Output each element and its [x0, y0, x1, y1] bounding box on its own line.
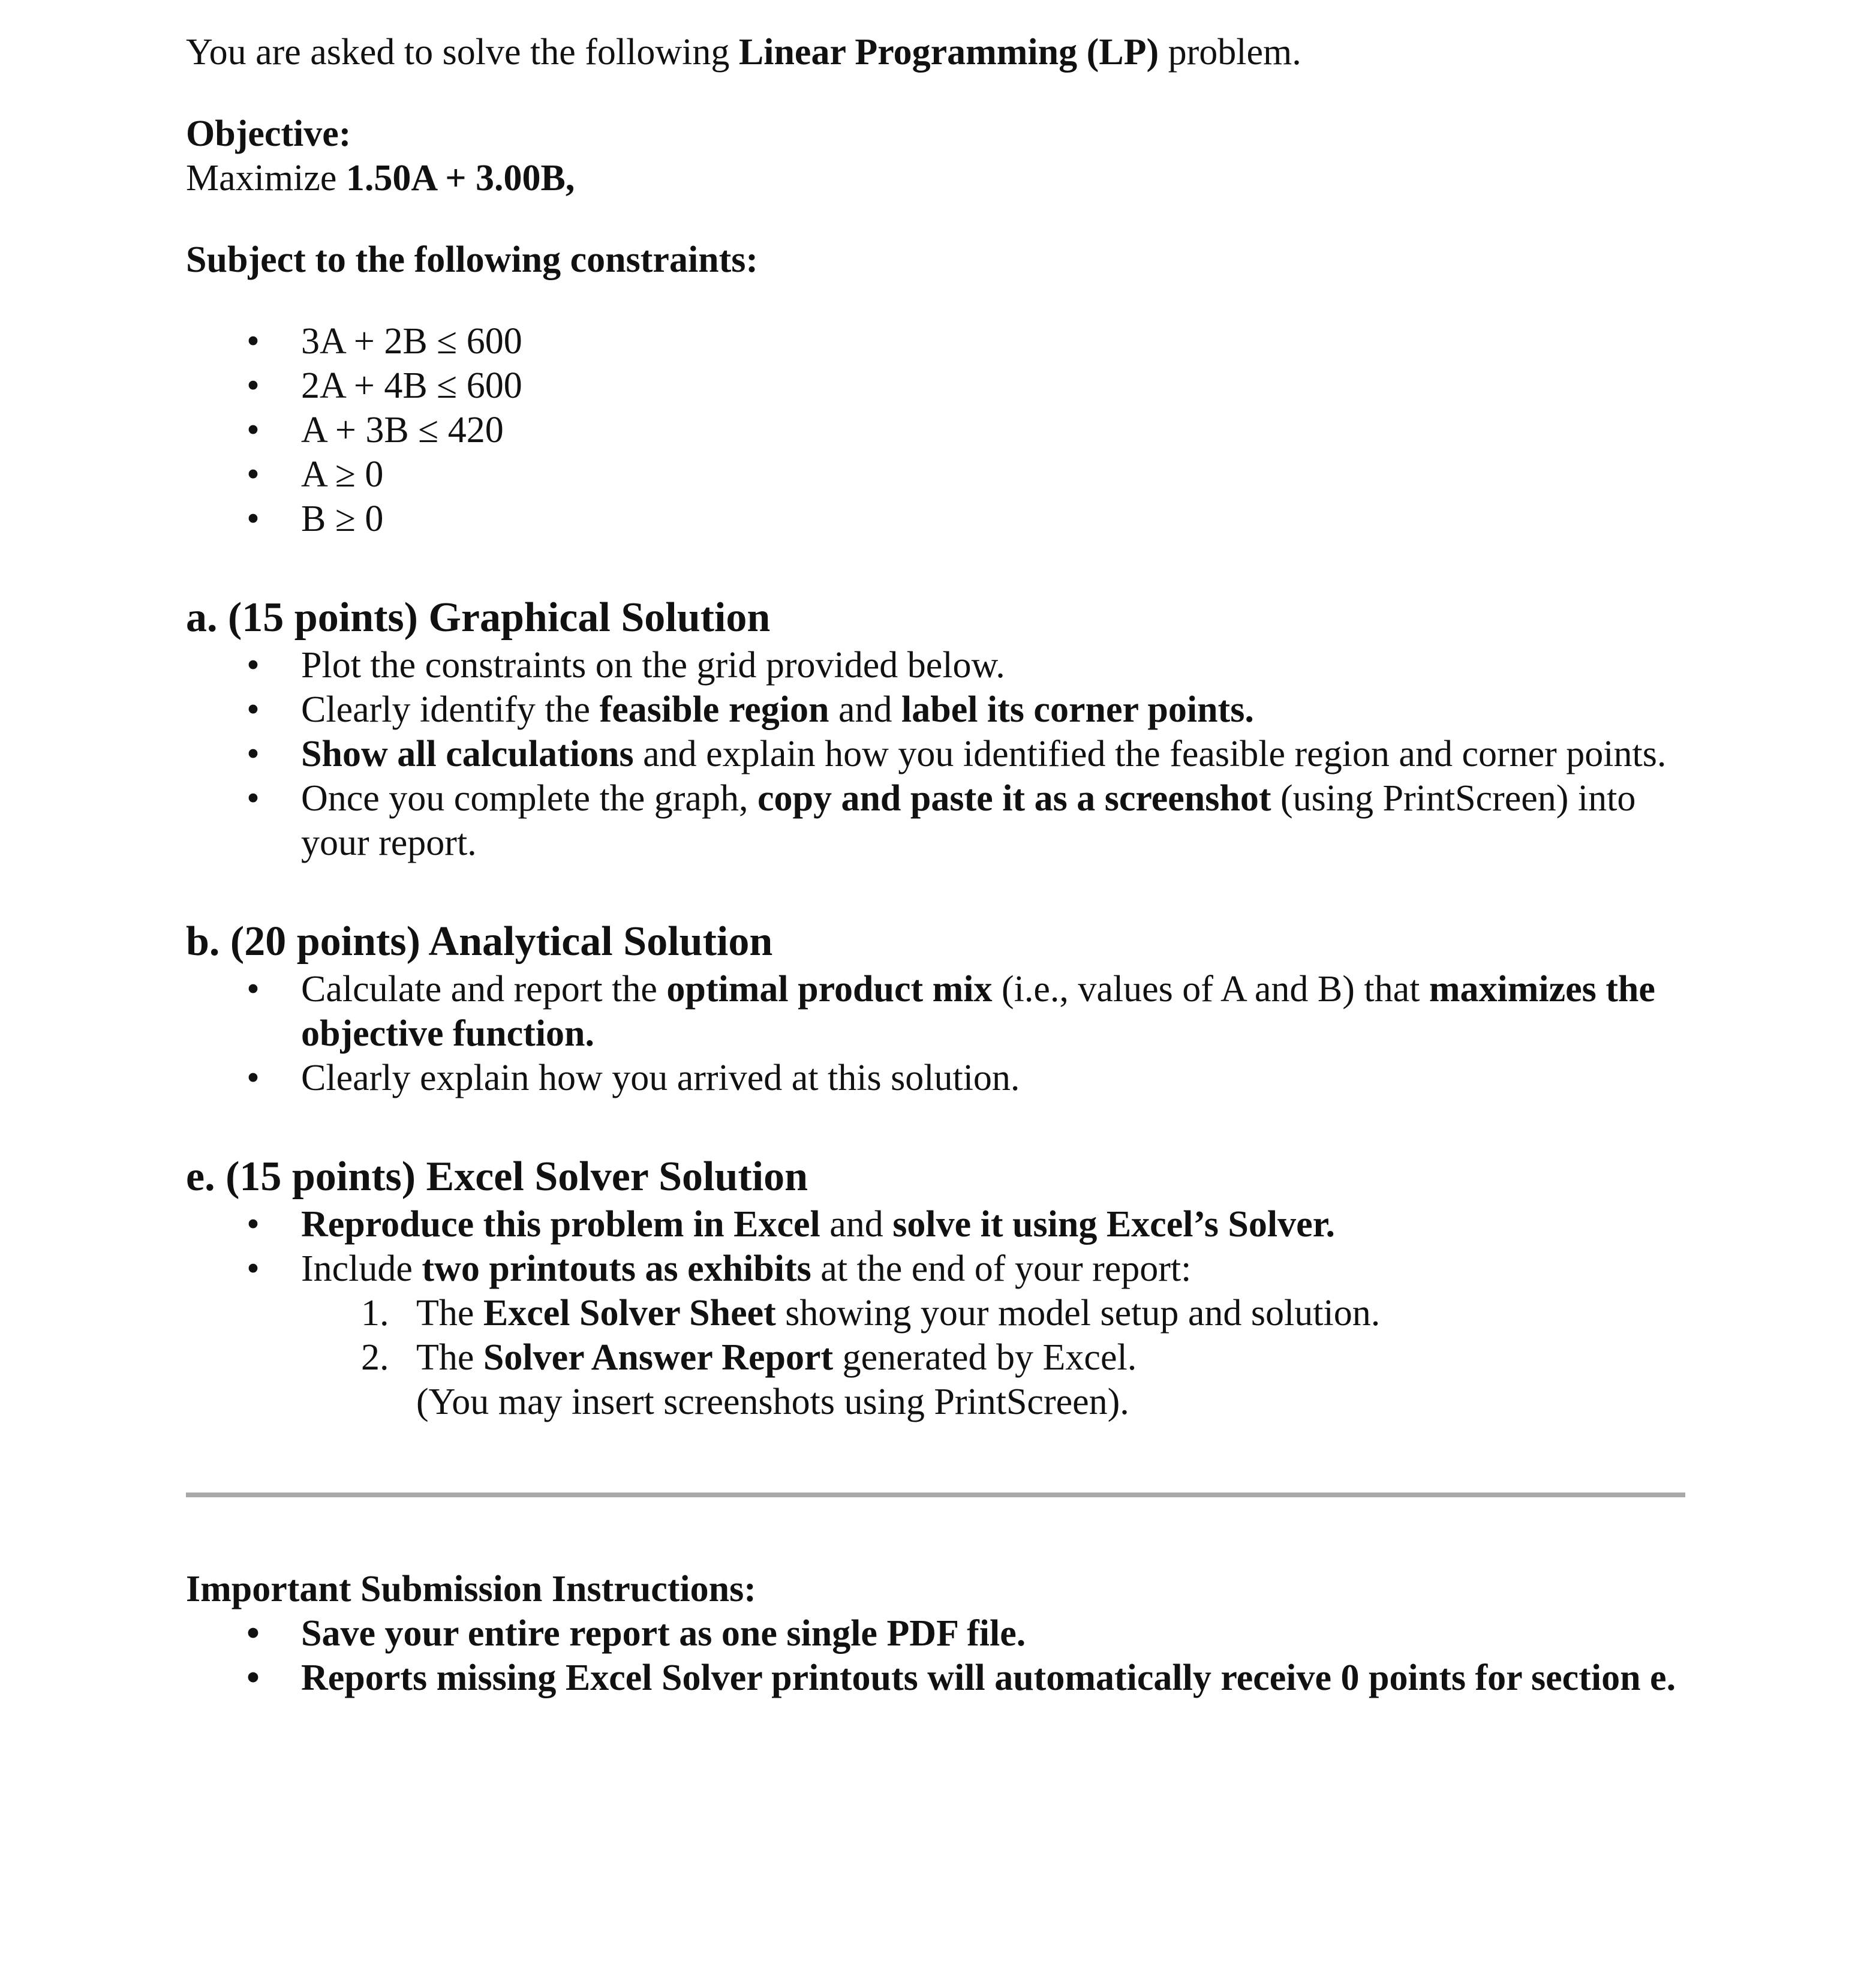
constraint-item: • A + 3B ≤ 420: [186, 408, 1685, 452]
bullet-icon: •: [246, 321, 260, 362]
constraints-heading: Subject to the following constraints:: [186, 239, 759, 280]
section-b-list: [186, 967, 1685, 1100]
constraint-item: • B ≥ 0: [186, 497, 1685, 541]
bullet-icon: •: [246, 1248, 260, 1289]
bullet-icon: •: [246, 1613, 260, 1654]
horizontal-divider: [186, 1492, 1685, 1497]
objective-heading: Objective:: [186, 113, 351, 154]
intro-paragraph: You are asked to solve the following Linear Programming (LP) problem.: [186, 32, 1301, 73]
exhibit-item-1: 1. The Excel Solver Sheet showing your model setup and solution.: [361, 1293, 1381, 1334]
constraint-item: • 2A + 4B ≤ 600: [186, 364, 1685, 408]
bullet-icon: •: [246, 1657, 260, 1698]
constraint-item: • A ≥ 0: [186, 452, 1685, 497]
important-item-2: • Reports missing Excel Solver printouts will automatically receive 0 points for section e.: [186, 1656, 1685, 1700]
objective-expression: 1.50A + 3.00B,: [345, 158, 575, 199]
bullet-icon: •: [246, 1204, 260, 1245]
bullet-icon: •: [246, 498, 260, 539]
bullet-icon: •: [246, 778, 260, 819]
bullet-icon: •: [246, 969, 260, 1010]
bullet-icon: •: [246, 410, 260, 451]
section-b-item-1: • Calculate and report the optimal product mix (i.e., values of A and B) that maximizes the objective function.: [186, 967, 1685, 1056]
bullet-icon: •: [246, 734, 260, 774]
section-e-heading: e. (15 points) Excel Solver Solution: [186, 1154, 808, 1200]
constraints-list: [186, 319, 1685, 541]
section-a-item-4: • Once you complete the graph, copy and paste it as a screenshot (using PrintScreen) into your report.: [186, 776, 1685, 865]
exhibits-list: [301, 1291, 1685, 1380]
bullet-icon: •: [246, 645, 260, 686]
important-list: [186, 1611, 1685, 1700]
screenshot-note: (You may insert screenshots using PrintScreen).: [416, 1382, 1129, 1422]
section-b-heading: b. (20 points) Analytical Solution: [186, 918, 773, 965]
section-e-item-2: • Include two printouts as exhibits at the end of your report: 1. The Excel Solver Sheet showing your model setup and solution. 2. The Solver Answer Report generated by Excel. (You may insert screenshots using PrintScreen).: [186, 1247, 1685, 1424]
section-b-item-2: • Clearly explain how you arrived at this solution.: [186, 1056, 1685, 1100]
exhibit-item-2: 2. The Solver Answer Report generated by Excel.: [361, 1337, 1137, 1378]
section-e-list: [186, 1202, 1685, 1424]
bullet-icon: •: [246, 1058, 260, 1098]
important-heading: Important Submission Instructions:: [186, 1569, 756, 1609]
section-a-item-3: • Show all calculations and explain how you identified the feasible region and corner points.: [186, 732, 1685, 776]
important-item-1: • Save your entire report as one single PDF file.: [186, 1611, 1685, 1656]
objective-line: Maximize 1.50A + 3.00B,: [186, 158, 575, 199]
section-a-item-2: • Clearly identify the feasible region and label its corner points.: [186, 687, 1685, 732]
section-a-item-1: • Plot the constraints on the grid provided below.: [186, 643, 1685, 687]
bullet-icon: •: [246, 365, 260, 406]
section-a-heading: a. (15 points) Graphical Solution: [186, 594, 771, 641]
bullet-icon: •: [246, 454, 260, 495]
document-page: [186, 30, 1685, 1700]
intro-bold-lp: Linear Programming (LP): [738, 32, 1159, 73]
constraint-item: • 3A + 2B ≤ 600: [186, 319, 1685, 364]
section-e-item-1: • Reproduce this problem in Excel and solve it using Excel’s Solver.: [186, 1202, 1685, 1247]
bullet-icon: •: [246, 689, 260, 730]
section-a-list: [186, 643, 1685, 865]
